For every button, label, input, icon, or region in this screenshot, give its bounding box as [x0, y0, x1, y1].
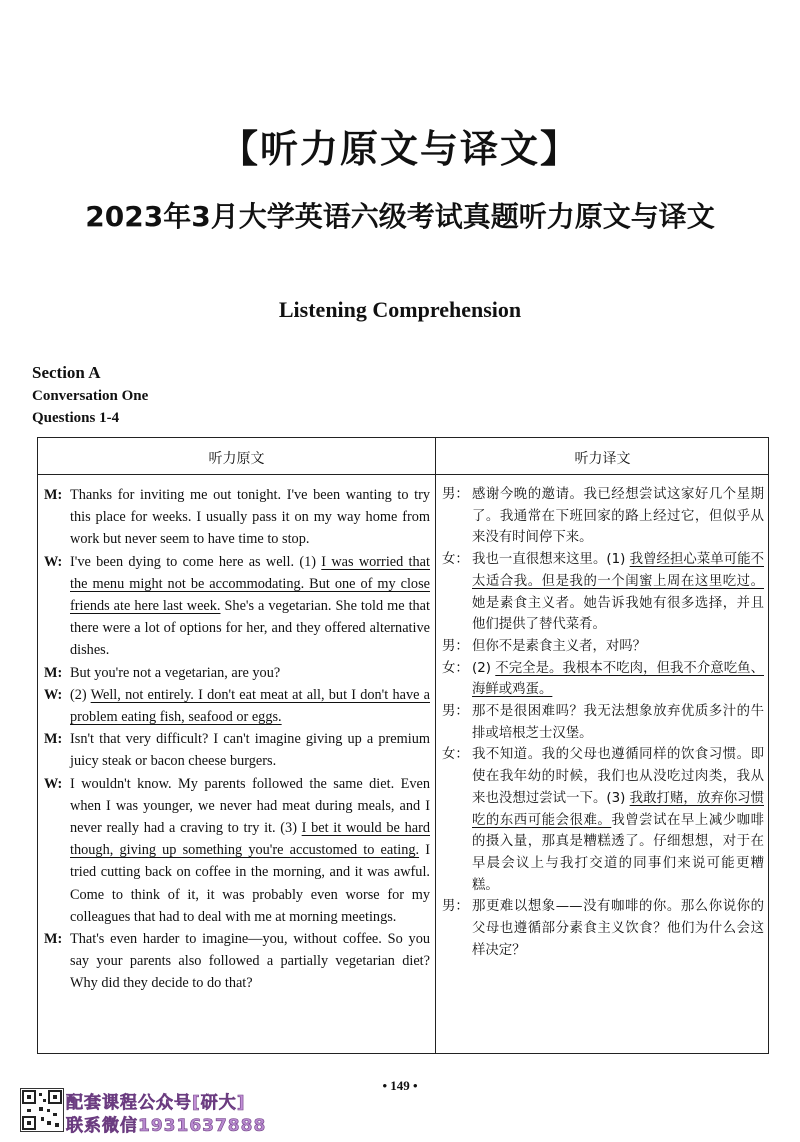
turn-text	[70, 728, 430, 772]
answer-underline-text: I was worried that the menu might not be accommodating. But one of my close friends ate here last week.	[70, 553, 430, 615]
chinese-turn	[442, 744, 764, 896]
english-turn	[44, 662, 430, 684]
chinese-turn	[442, 896, 764, 961]
promo-text-line2: 联系微信1931637888	[66, 1116, 267, 1136]
speaker-label: 女：	[442, 552, 469, 568]
english-turn	[44, 728, 430, 772]
turn-text-segment: (2)	[70, 686, 91, 703]
chinese-turn	[442, 658, 764, 701]
english-turn	[44, 484, 430, 551]
conversation-label: Conversation One	[32, 388, 149, 404]
speaker-label: W:	[44, 686, 63, 703]
chinese-turn	[442, 484, 764, 549]
speaker-label: M:	[44, 487, 63, 503]
turn-text	[472, 636, 764, 658]
answer-underline-text: Well, not entirely. I don't eat meat at all, but I don't have a problem eating fish, seafood or eggs.	[70, 686, 430, 726]
qr-code-icon	[20, 1088, 64, 1132]
speaker-label: 男：	[442, 899, 469, 915]
turn-text-segment: Thanks for inviting me out tonight. I've been wanting to try this place for weeks. I usually pass it on my way home from work but never seem to have time to stop.	[70, 487, 430, 548]
speaker-label: 女：	[442, 660, 469, 676]
turn-text	[70, 684, 430, 728]
turn-text-segment: 她是素食主义者。她告诉我她有很多选择，并且他们提供了替代菜肴。	[472, 595, 764, 633]
turn-text-segment: 那不是很困难吗？我无法想象放弃优质多汁的牛排或培根芝士汉堡。	[472, 704, 764, 741]
turn-text-segment: I tried cutting back on coffee in the morning, and it was awful. Come to think of it, it was probably even worse for my colleagues that had to deal with me at morning meetings.	[70, 842, 431, 925]
turn-text	[70, 551, 430, 662]
turn-text-segment: 感谢今晚的邀请。我已经想尝试这家好几个星期了。我通常在下班回家的路上经过它，但似乎从来没有时间停下来。	[472, 487, 764, 546]
speaker-label: 女：	[442, 747, 469, 763]
turn-text-segment: She's a vegetarian. She told me that there were a lot of options for her, and they offered alternative dishes.	[70, 598, 431, 659]
answer-underline-text: 我敢打赌，放弃你习惯吃的东西可能会很难。	[472, 790, 764, 828]
speaker-label: M:	[44, 931, 63, 948]
questions-label: Questions 1-4	[32, 410, 120, 426]
chinese-turn	[442, 636, 764, 658]
turn-text	[70, 662, 430, 684]
transcript-table	[37, 437, 769, 1054]
header-divider	[38, 474, 768, 475]
turn-text-segment: (2)	[472, 660, 496, 676]
turn-text-segment: 我不知道。我的父母也遵循同样的饮食习惯。即使在我年幼的时候，我们也从没吃过肉类，我从来也没想过尝试一下。(3)	[472, 747, 764, 806]
speaker-label: M:	[44, 731, 63, 748]
page-number: • 149 •	[382, 1078, 418, 1093]
answer-underline-text: 我曾经担心菜单可能不太适合我。但是我的一个闺蜜上周在这里吃过。	[472, 552, 764, 589]
speaker-label: 男：	[442, 487, 469, 502]
english-turn	[44, 551, 430, 662]
speaker-label: 男：	[442, 638, 469, 654]
speaker-label: 男：	[442, 704, 469, 720]
turn-text	[472, 744, 764, 896]
header-original: 听力原文	[208, 451, 265, 467]
column-divider	[435, 438, 436, 1053]
turn-text-segment: Isn't that very difficult? I can't imagine giving up a premium juicy steak or bacon cheese burgers.	[70, 731, 430, 770]
section-heading: Listening Comprehension	[278, 297, 522, 322]
english-turn	[44, 773, 430, 928]
turn-text	[70, 773, 430, 928]
turn-text	[472, 701, 764, 744]
turn-text-segment: 我曾尝试在早上减少咖啡的摄入量，那真是糟糕透了。仔细想想，对于在早晨会议上与我打交道的同事们来说可能更糟糕。	[472, 812, 765, 893]
english-turn	[44, 928, 430, 995]
turn-text	[70, 484, 430, 551]
speaker-label: W:	[44, 553, 63, 570]
english-transcript	[44, 484, 430, 995]
turn-text	[472, 658, 764, 701]
answer-underline-text: I bet it would be hard though, giving up something you're accustomed to eating.	[70, 820, 430, 859]
page-title-sub: 2023年3月大学英语六级考试真题听力原文与译文	[85, 200, 715, 233]
header-translation: 听力译文	[574, 451, 631, 467]
section-label: Section A	[32, 363, 101, 382]
turn-text-segment: 但你不是素食主义者，对吗？	[472, 638, 647, 654]
english-turn	[44, 684, 430, 728]
turn-text-segment: That's even harder to imagine—you, without coffee. So you say your parents also followed a partially vegetarian diet? Why did they decide to do that?	[70, 931, 430, 992]
answer-underline-text: 不完全是。我根本不吃肉，但我不介意吃鱼、海鲜或鸡蛋。	[472, 660, 764, 698]
speaker-label: M:	[44, 664, 63, 681]
turn-text-segment: I've been dying to come here as well. (1)	[70, 553, 322, 570]
speaker-label: W:	[44, 775, 63, 792]
turn-text	[472, 549, 764, 636]
chinese-translation	[442, 484, 764, 961]
turn-text-segment: But you're not a vegetarian, are you?	[70, 664, 281, 681]
chinese-turn	[442, 701, 764, 744]
page-title-main: 【听力原文与译文】	[219, 127, 580, 171]
turn-text	[472, 484, 764, 549]
turn-text	[472, 896, 764, 961]
turn-text-segment: I wouldn't know. My parents followed the same diet. Even when I was younger, we never had meat during meals, and I never really had a craving to try it. (3)	[70, 775, 430, 837]
turn-text	[70, 928, 430, 995]
turn-text-segment: 我也一直很想来这里。(1)	[472, 552, 630, 568]
chinese-turn	[442, 549, 764, 636]
turn-text-segment: 那更难以想象——没有咖啡的你。那么你说你的父母也遵循部分素食主义饮食？他们为什么会这样决定？	[472, 899, 764, 958]
promo-text-line1: 配套课程公众号[研大]	[66, 1093, 246, 1113]
